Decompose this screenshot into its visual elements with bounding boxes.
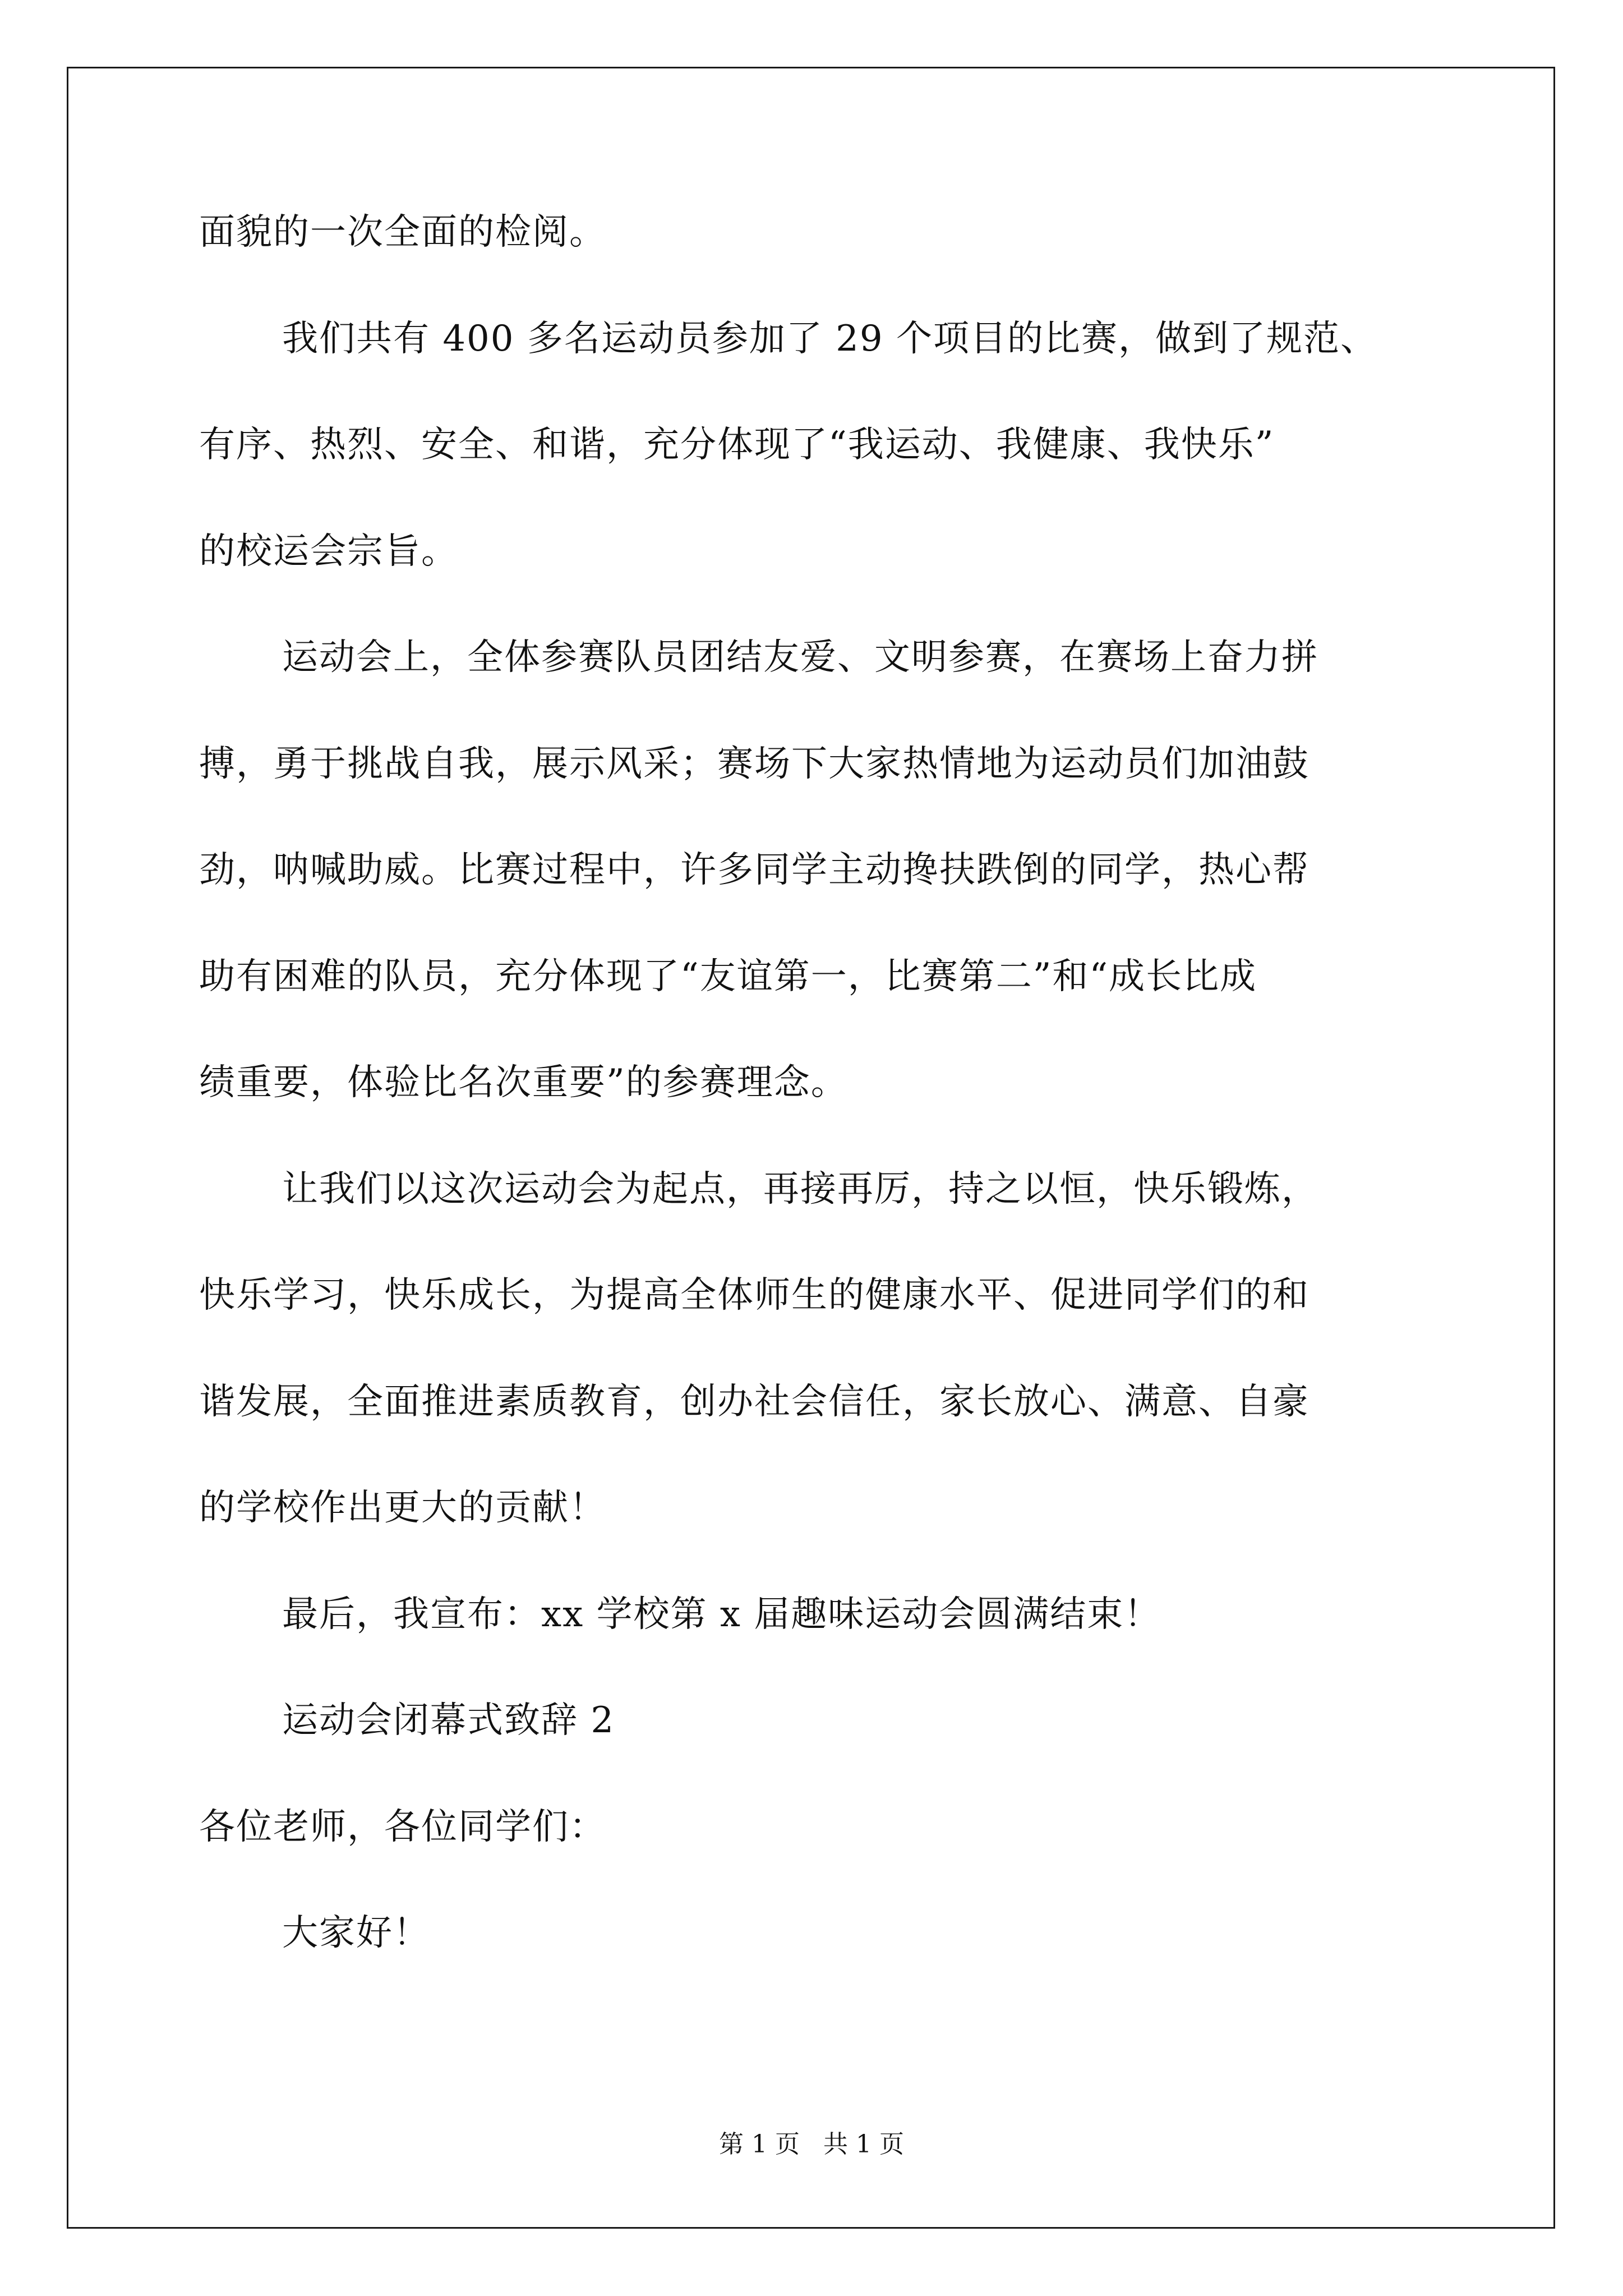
text-line-2: 我们共有 400 多名运动员参加了 29 个项目的比赛，做到了规范、 <box>282 318 1377 360</box>
text-line-7: 劲，呐喊助威。比赛过程中，许多同学主动搀扶跌倒的同学，热心帮 <box>199 849 1310 891</box>
salutation: 各位老师，各位同学们： <box>199 1806 606 1848</box>
text-line-9: 绩重要，体验比名次重要”的参赛理念。 <box>199 1062 848 1103</box>
text-line-4: 的校运会宗旨。 <box>199 531 458 572</box>
greeting: 大家好！ <box>282 1912 430 1954</box>
page-number-footer: 第 1 页 共 1 页 <box>719 2130 904 2159</box>
text-line-14: 最后，我宣布：xx 学校第 x 届趣味运动会圆满结束！ <box>282 1594 1161 1635</box>
text-line-13: 的学校作出更大的贡献！ <box>199 1487 606 1529</box>
text-line-12: 谐发展，全面推进素质教育，创办社会信任，家长放心、满意、自豪 <box>199 1381 1310 1423</box>
text-line-1: 面貌的一次全面的检阅。 <box>199 211 606 253</box>
text-line-5: 运动会上，全体参赛队员团结友爱、文明参赛，在赛场上奋力拼 <box>282 637 1318 678</box>
page-border <box>67 67 1555 2229</box>
text-line-11: 快乐学习，快乐成长，为提高全体师生的健康水平、促进同学们的和 <box>199 1274 1310 1316</box>
text-line-6: 搏，勇于挑战自我，展示风采；赛场下大家热情地为运动员们加油鼓 <box>199 743 1310 785</box>
text-line-8: 助有困难的队员，充分体现了“友谊第一，比赛第二”和“成长比成 <box>199 956 1257 997</box>
text-line-3: 有序、热烈、安全、和谐，充分体现了“我运动、我健康、我快乐” <box>199 424 1275 466</box>
section-heading: 运动会闭幕式致辞 2 <box>282 1700 615 1741</box>
text-line-10: 让我们以这次运动会为起点，再接再厉，持之以恒，快乐锻炼， <box>282 1168 1318 1210</box>
